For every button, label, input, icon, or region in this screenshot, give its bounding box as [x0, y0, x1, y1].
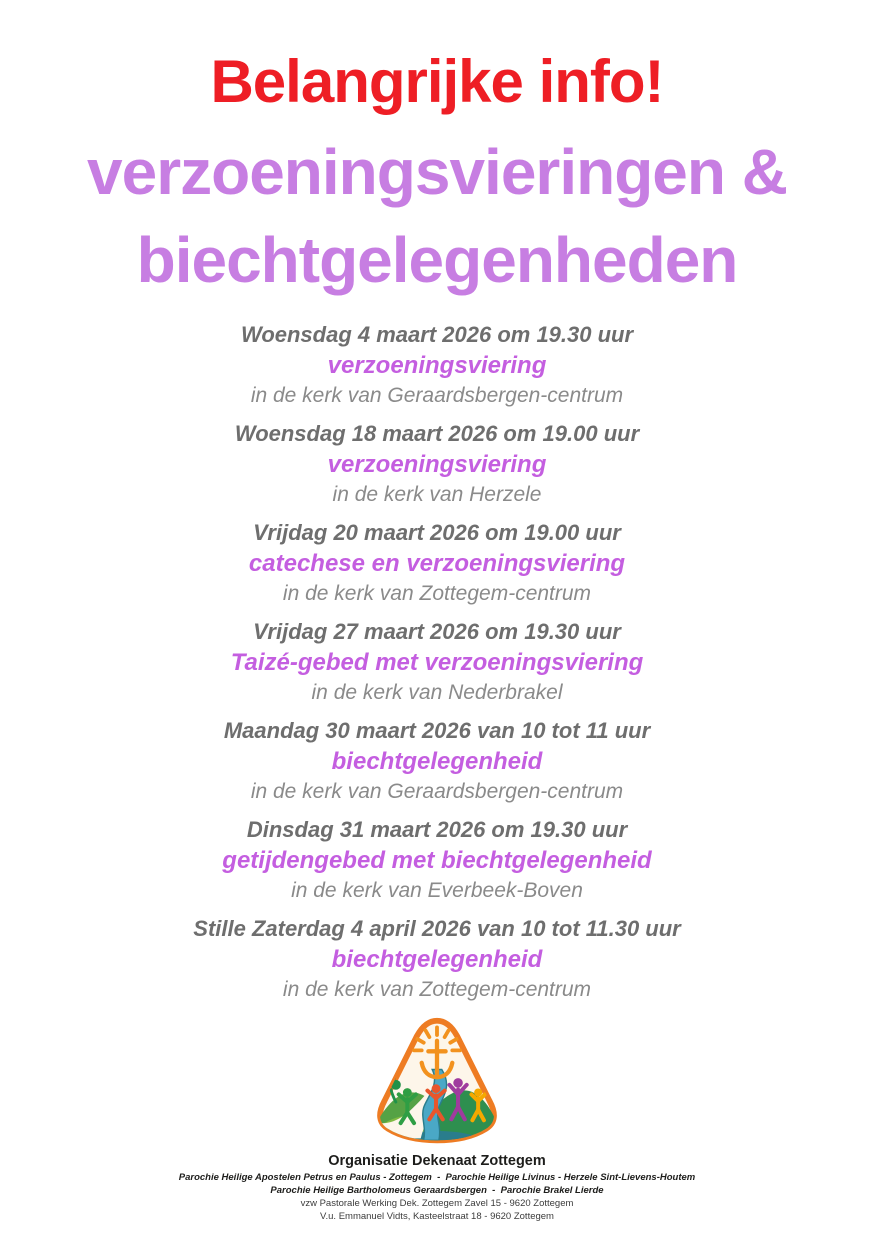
parishes-line-2: Parochie Heilige Bartholomeus Geraardsbergen - Parochie Brakel Lierde — [270, 1185, 604, 1196]
event-name: verzoeningsviering — [327, 451, 547, 478]
page-title: Belangrijke info! — [210, 48, 664, 115]
event-item — [0, 617, 874, 707]
event-location: in de kerk van Everbeek-Boven — [291, 879, 583, 902]
event-date: Vrijdag 27 maart 2026 om 19.30 uur — [253, 619, 621, 644]
event-item — [0, 518, 874, 608]
subtitle-line-1: verzoeningsvieringen & — [87, 136, 787, 208]
event-item — [0, 716, 874, 806]
event-item — [0, 815, 874, 905]
subtitle — [0, 128, 874, 304]
dekenaat-logo-icon — [365, 1014, 509, 1148]
event-item — [0, 320, 874, 410]
event-name: verzoeningsviering — [327, 352, 547, 379]
event-location: in de kerk van Geraardsbergen-centrum — [250, 384, 624, 407]
subtitle-line-2: biechtgelegenheden — [136, 224, 738, 296]
event-location: in de kerk van Zottegem-centrum — [282, 978, 592, 1001]
event-date: Stille Zaterdag 4 april 2026 van 10 tot 11.30 uur — [193, 916, 681, 941]
event-date: Woensdag 4 maart 2026 om 19.30 uur — [240, 322, 634, 347]
event-name: biechtgelegenheid — [331, 946, 543, 973]
event-location: in de kerk van Geraardsbergen-centrum — [250, 780, 624, 803]
organisation-title: Organisatie Dekenaat Zottegem — [328, 1153, 546, 1169]
dekenaat-zottegem-logo — [0, 1014, 874, 1148]
publisher-line: V.u. Emmanuel Vidts, Kasteelstraat 18 - 9620 Zottegem — [320, 1211, 554, 1222]
event-name: catechese en verzoeningsviering — [248, 550, 626, 577]
event-name: getijdengebed met biechtgelegenheid — [222, 847, 652, 874]
vzw-address-line: vzw Pastorale Werking Dek. Zottegem Zavel 15 - 9620 Zottegem — [300, 1198, 574, 1209]
event-name: Taizé-gebed met verzoeningsviering — [230, 649, 644, 676]
event-location: in de kerk van Nederbrakel — [311, 681, 563, 704]
event-location: in de kerk van Zottegem-centrum — [282, 582, 592, 605]
event-date: Maandag 30 maart 2026 van 10 tot 11 uur — [223, 718, 651, 743]
event-date: Vrijdag 20 maart 2026 om 19.00 uur — [253, 520, 621, 545]
event-location: in de kerk van Herzele — [332, 483, 542, 506]
events-list — [0, 320, 874, 1004]
parishes-line-1: Parochie Heilige Apostelen Petrus en Paulus - Zottegem - Parochie Heilige Livinus - Herzele Sint-Lievens-Houtem — [178, 1172, 696, 1183]
event-item — [0, 419, 874, 509]
footer — [0, 1152, 874, 1223]
event-item — [0, 914, 874, 1004]
event-date: Woensdag 18 maart 2026 om 19.00 uur — [234, 421, 640, 446]
event-name: biechtgelegenheid — [331, 748, 543, 775]
event-date: Dinsdag 31 maart 2026 om 19.30 uur — [246, 817, 628, 842]
